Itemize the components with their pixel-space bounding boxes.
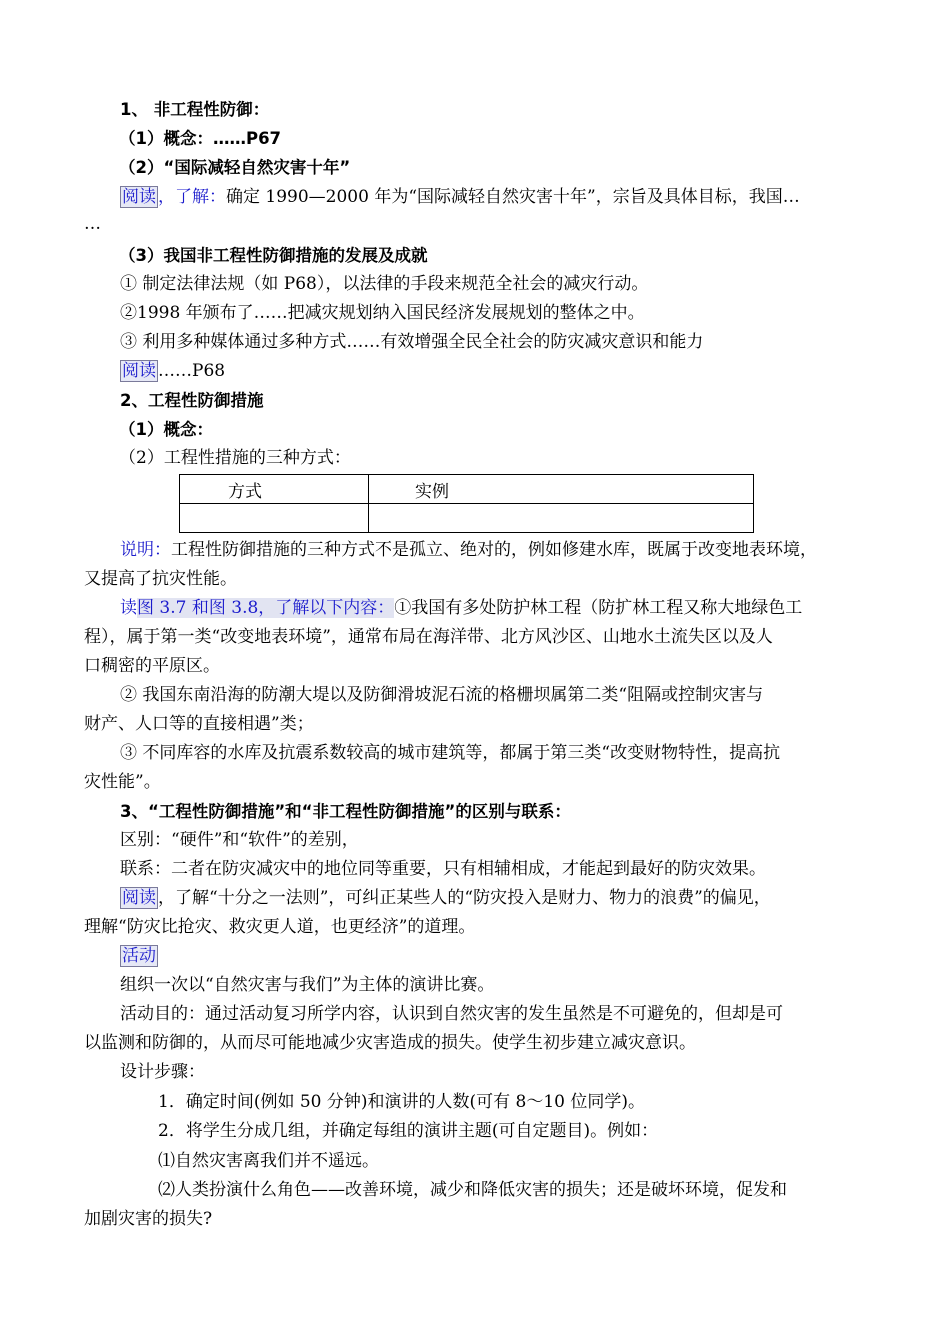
list-item [120, 299, 910, 328]
reading-1 [120, 183, 910, 212]
list-item-text: ②1998 年颁布了……把减灾规划纳入国民经济发展规划的整体之中。 [120, 303, 645, 323]
reading-comma: ， [158, 187, 175, 207]
heading-2-2-text: （2）工程性措施的三种方式： [119, 448, 351, 468]
topic-item [84, 1205, 874, 1234]
note-cont [84, 565, 874, 594]
reading-4-text: ，了解“十分之一法则”，可纠正某些人的“防灾投入是财力、物力的浪费”的偏见， [158, 888, 771, 908]
reading-3-l3 [84, 652, 874, 681]
reading-4 [120, 884, 910, 913]
table-cell [369, 504, 754, 533]
note-label: 说明： [120, 540, 171, 560]
paragraph-text: 以监测和防御的，从而尽可能地减少灾害造成的损失。使学生初步建立减灾意识。 [84, 1033, 696, 1053]
paragraph [84, 768, 874, 797]
heading-1-3-text: （3）我国非工程性防御措施的发展及成就 [119, 246, 428, 265]
step-item-text: 2．将学生分成几组，并确定每组的演讲主题(可自定题目)。例如： [158, 1121, 659, 1141]
list-item-text: ③ 利用多种媒体通过多种方式……有效增强全民全社会的防灾减灾意识和能力 [120, 332, 704, 352]
paragraph-text: 区别：“硬件”和“软件”的差别， [120, 830, 359, 850]
paragraph-text: ② 我国东南沿海的防潮大堤以及防御滑坡泥石流的格栅坝属第二类“阻隔或控制灾害与 [120, 685, 764, 705]
reading-tag: 阅读 [122, 888, 156, 908]
reading-3-text: ①我国有多处防护林工程（防扩林工程又称大地绿色工 [394, 598, 803, 618]
heading-1-text: 1、 非工程性防御： [120, 100, 270, 119]
list-item [120, 270, 910, 299]
list-item [120, 328, 910, 357]
topic-item-text: 加剧灾害的损失? [84, 1209, 213, 1229]
heading-2-1-text: （1）概念： [119, 420, 213, 439]
reading-3-prefix: 读 [120, 598, 137, 618]
activity-header [120, 942, 910, 971]
paragraph [84, 1029, 874, 1058]
step-item [158, 1117, 948, 1146]
reading-1-cont [84, 210, 874, 239]
table-row [180, 504, 754, 533]
table-header-row [180, 475, 754, 504]
reading-2 [120, 357, 910, 386]
topic-item [158, 1147, 948, 1176]
heading-1-2 [119, 153, 909, 182]
heading-2 [120, 386, 910, 415]
activity-tag: 活动 [122, 946, 156, 966]
note-text: 工程性防御措施的三种方式不是孤立、绝对的，例如修建水库，既属于改变地表环境， [171, 540, 817, 560]
reading-3 [120, 594, 910, 623]
heading-2-2 [119, 444, 909, 473]
step-item-text: 1．确定时间(例如 50 分钟)和演讲的人数(可有 8～10 位同学)。 [158, 1092, 646, 1112]
paragraph [120, 971, 910, 1000]
heading-1-2-text: （2）“国际减轻自然灾害十年” [119, 158, 351, 177]
reading-tag: 阅读 [122, 361, 156, 381]
heading-2-1 [119, 415, 909, 444]
list-item-text: ① 制定法律法规（如 P68），以法律的手段来规范全社会的减灾行动。 [120, 274, 649, 294]
table-cell [180, 504, 369, 533]
paragraph [120, 1058, 910, 1087]
reading-3-l3-text: 口稠密的平原区。 [84, 656, 220, 676]
paragraph-text: 财产、人口等的直接相遇”类； [84, 714, 314, 734]
topic-item-text: ⑴自然灾害离我们并不遥远。 [158, 1151, 379, 1171]
paragraph [120, 826, 910, 855]
paragraph-text: ③ 不同库容的水库及抗震系数较高的城市建筑等，都属于第三类“改变财物特性，提高抗 [120, 743, 781, 763]
methods-table [179, 474, 754, 533]
heading-1-1-text: （1）概念：……P67 [119, 129, 282, 148]
heading-1-3 [119, 241, 909, 270]
paragraph-text: 灾性能”。 [84, 772, 161, 792]
heading-1 [120, 95, 910, 124]
paragraph-text: 设计步骤： [120, 1062, 205, 1082]
step-item [158, 1088, 948, 1117]
paragraph [120, 1000, 910, 1029]
topic-item [158, 1176, 948, 1205]
heading-3-text: 3、“工程性防御措施”和“非工程性防御措施”的区别与联系： [120, 802, 571, 821]
note [120, 536, 910, 565]
reading-3-l2 [84, 623, 874, 652]
reading-learn: 了解： [175, 187, 226, 207]
note-cont-text: 又提高了抗灾性能。 [84, 569, 237, 589]
paragraph [120, 855, 910, 884]
heading-3 [120, 797, 910, 826]
paragraph-text: 联系：二者在防灾减灾中的地位同等重要，只有相辅相成，才能起到最好的防灾效果。 [120, 859, 766, 879]
heading-1-1 [119, 124, 909, 153]
topic-item-text: ⑵人类扮演什么角色——改善环境，减少和降低灾害的损失；还是破坏环境，促发和 [158, 1180, 787, 1200]
paragraph [120, 739, 910, 768]
table-header-method: 方式 [180, 475, 369, 504]
reading-3-suffix: ，了解以下内容： [258, 598, 395, 618]
reading-4-cont [84, 913, 874, 942]
paragraph [84, 710, 874, 739]
paragraph [120, 681, 910, 710]
table-header-example: 实例 [369, 475, 754, 504]
reading-tag: 阅读 [122, 187, 156, 207]
reading-4-cont-text: 理解“防灾比抢灾、救灾更人道，也更经济”的道理。 [84, 917, 476, 937]
paragraph-text: 组织一次以“自然灾害与我们”为主体的演讲比赛。 [120, 975, 495, 995]
reading-1-cont-text: … [84, 214, 101, 234]
reading-1-text: 确定 1990—2000 年为“国际减轻自然灾害十年”，宗旨及具体目标，我国… [226, 187, 800, 207]
reading-3-l2-text: 程），属于第一类“改变地表环境”，通常布局在海洋带、北方风沙区、山地水土流失区以及人 [84, 627, 773, 647]
reading-2-text: ……P68 [158, 361, 226, 381]
figure-reference: 图 3.7 和图 3.8 [137, 598, 259, 618]
paragraph-text: 活动目的：通过活动复习所学内容，认识到自然灾害的发生虽然是不可避免的，但却是可 [120, 1004, 783, 1024]
heading-2-text: 2、工程性防御措施 [120, 391, 264, 410]
